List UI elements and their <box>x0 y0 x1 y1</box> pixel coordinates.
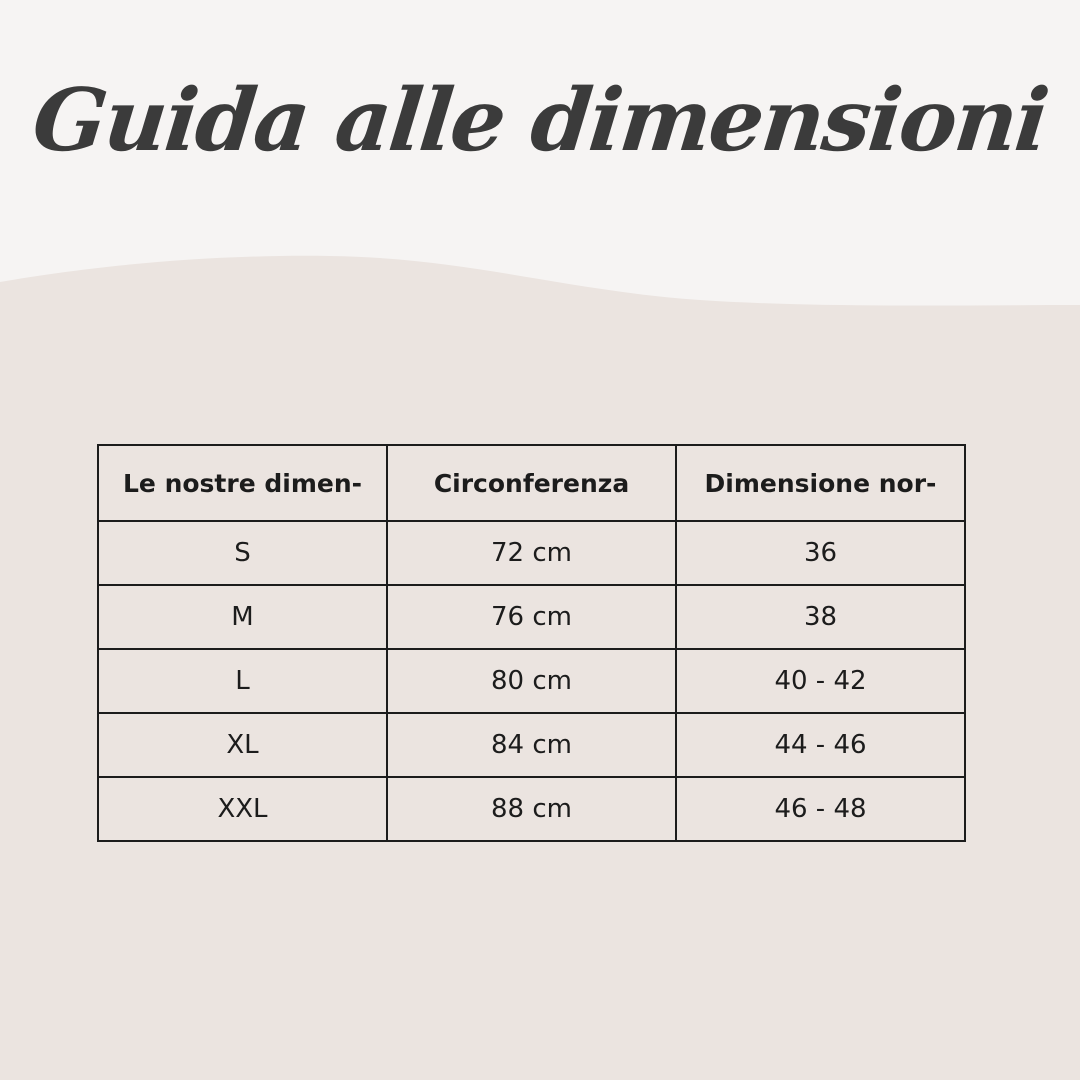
cell-standard-size: 46 - 48 <box>676 777 965 841</box>
cell-standard-size: 44 - 46 <box>676 713 965 777</box>
cell-circumference: 72 cm <box>387 521 676 585</box>
cell-size: XL <box>98 713 387 777</box>
cell-standard-size: 36 <box>676 521 965 585</box>
cell-standard-size: 40 - 42 <box>676 649 965 713</box>
cell-size: L <box>98 649 387 713</box>
page-title: Guida alle dimensioni <box>28 70 1052 171</box>
cell-circumference: 80 cm <box>387 649 676 713</box>
cell-circumference: 76 cm <box>387 585 676 649</box>
size-table <box>97 444 966 842</box>
header-standard-size: Dimensione nor- <box>676 445 965 521</box>
table-header-row <box>98 445 965 521</box>
cell-standard-size: 38 <box>676 585 965 649</box>
cell-size: S <box>98 521 387 585</box>
cell-size: M <box>98 585 387 649</box>
table-row <box>98 713 965 777</box>
header-circumference: Circonferenza <box>387 445 676 521</box>
header-our-size: Le nostre dimen- <box>98 445 387 521</box>
table-row <box>98 777 965 841</box>
cell-circumference: 88 cm <box>387 777 676 841</box>
cell-size: XXL <box>98 777 387 841</box>
table-row <box>98 585 965 649</box>
table-row <box>98 649 965 713</box>
cell-circumference: 84 cm <box>387 713 676 777</box>
table-row <box>98 521 965 585</box>
